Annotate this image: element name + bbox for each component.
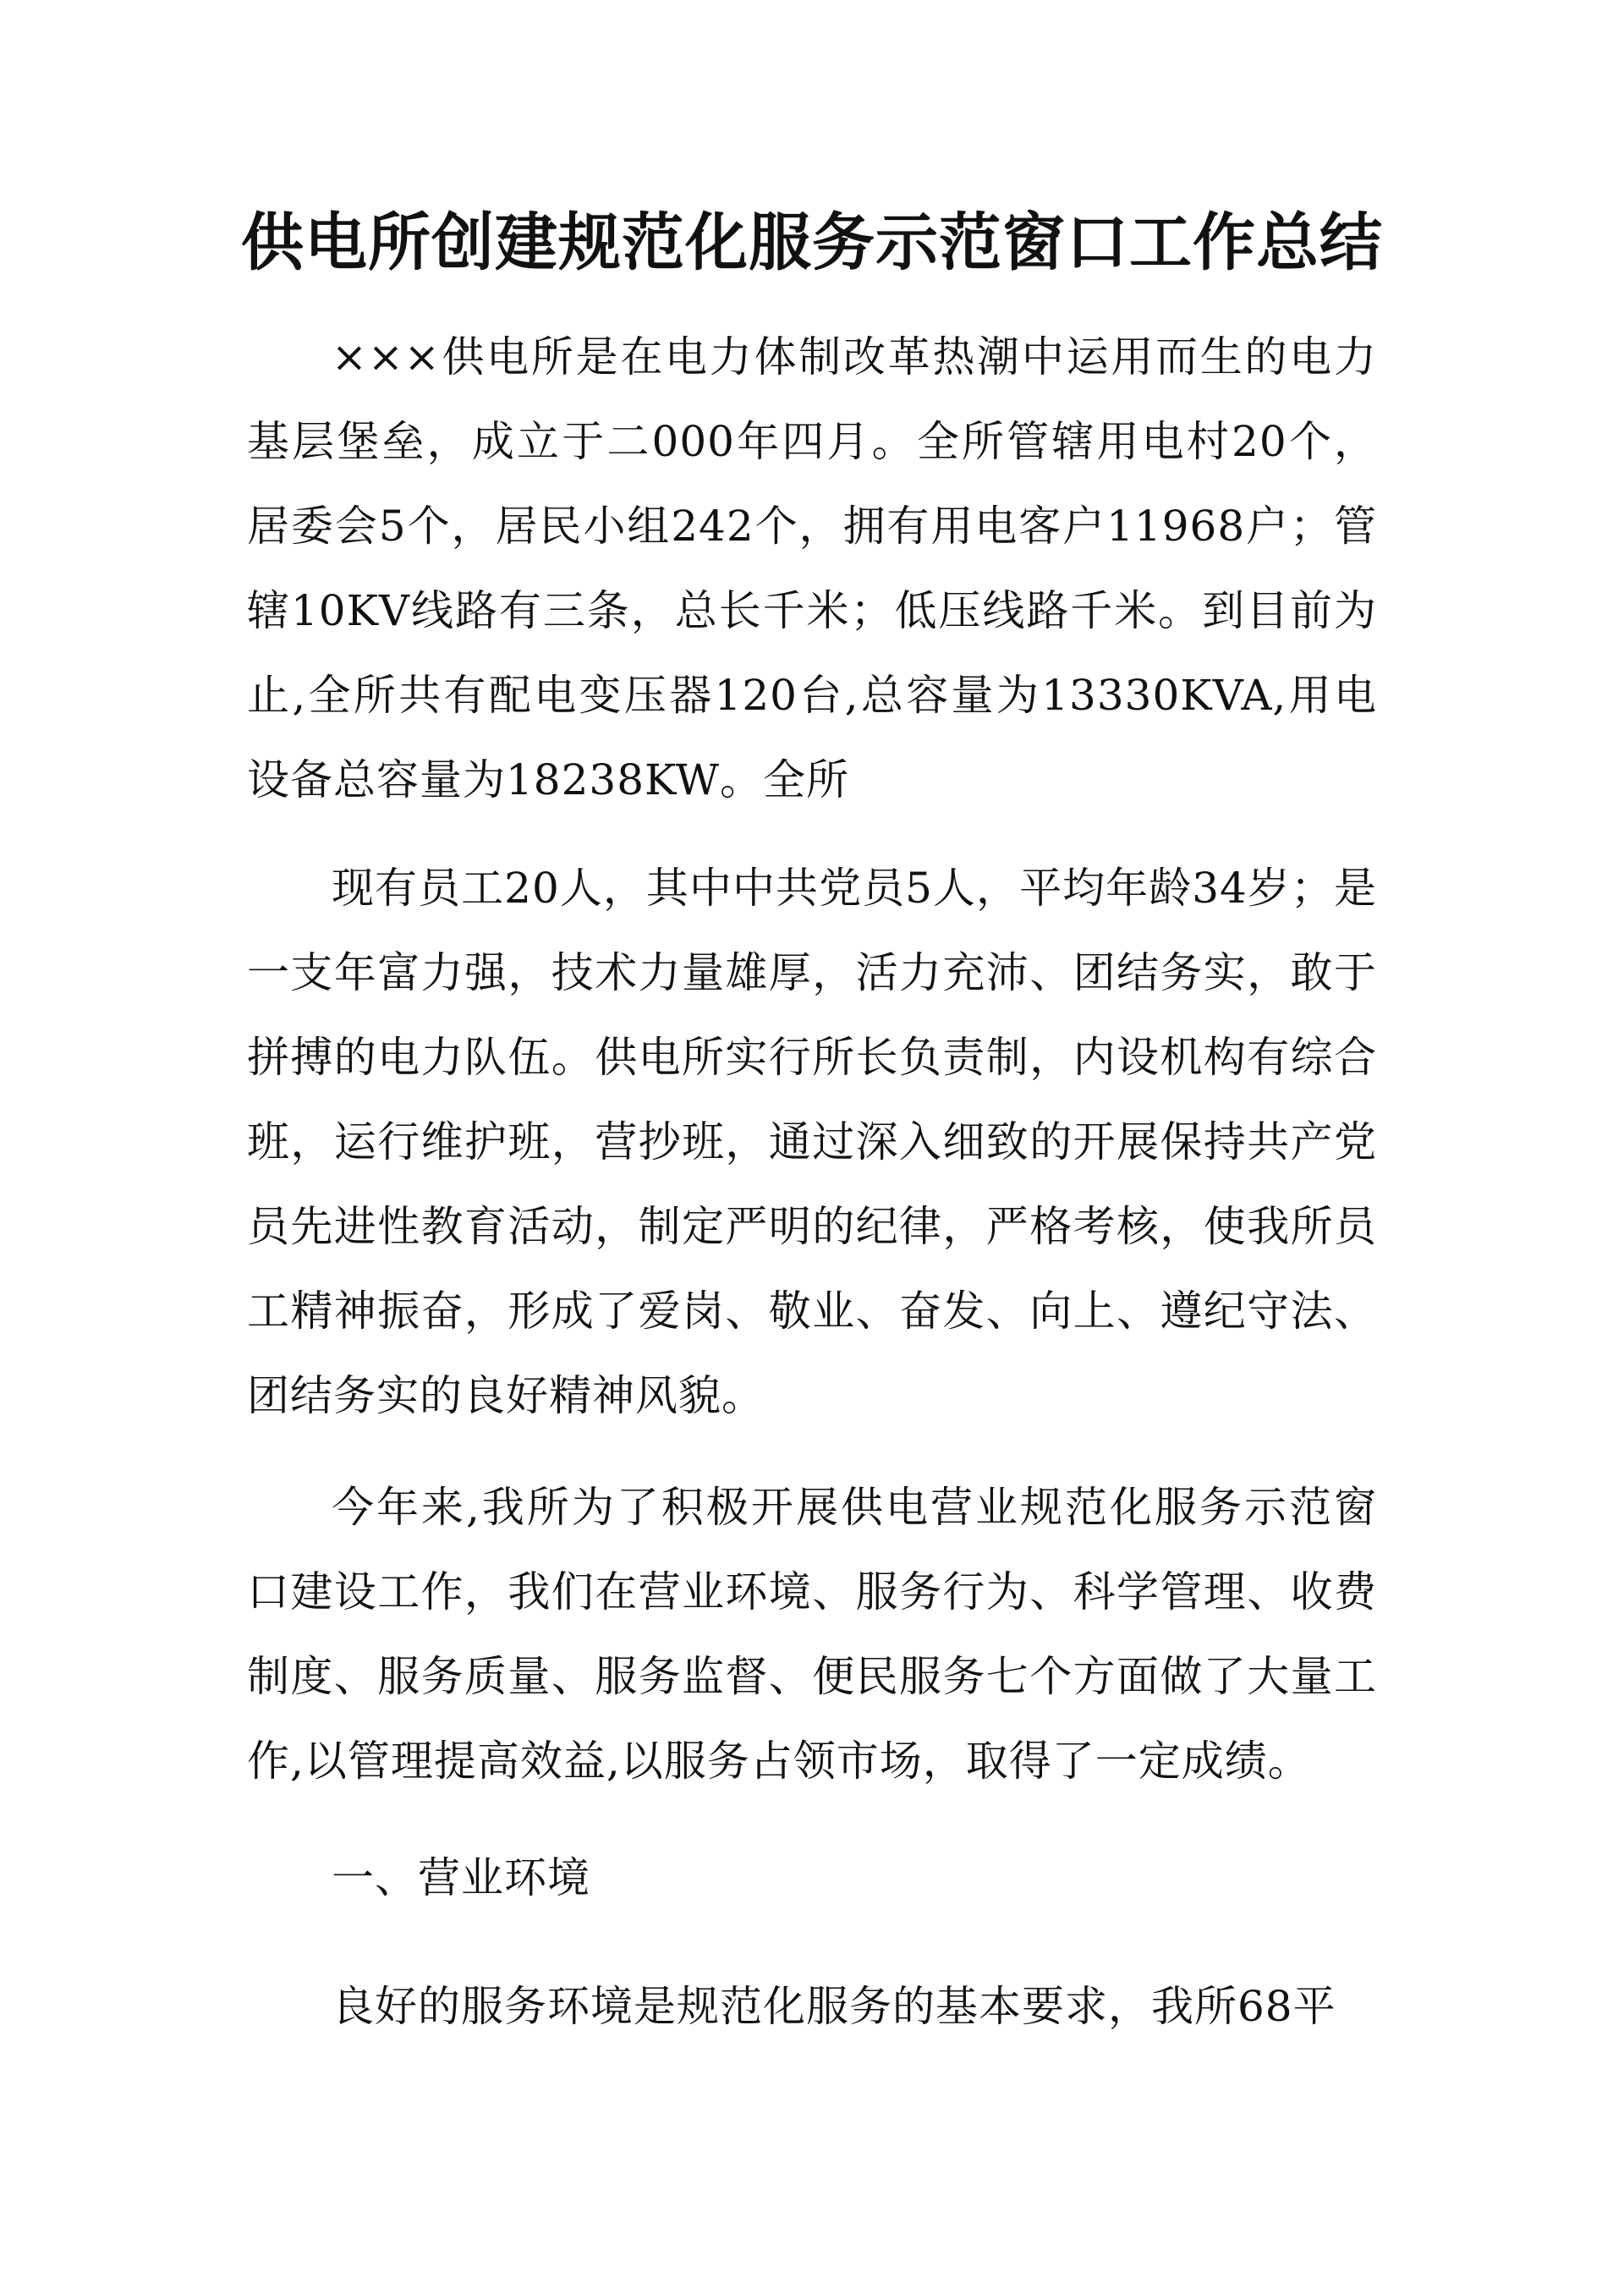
paragraph-work-summary: 今年来,我所为了积极开展供电营业规范化服务示范窗口建设工作，我们在营业环境、服务行为、科学管理、收费制度、服务质量、服务监督、便民服务七个方面做了大量工作,以管理提高效益,以服务占领市场，取得了一定成绩。 bbox=[247, 1483, 1377, 1786]
paragraph-environment: 良好的服务环境是规范化服务的基本要求，我所68平 bbox=[332, 1982, 1336, 2031]
paragraph-staff: 现有员工20人，其中中共党员5人，平均年龄34岁；是一支年富力强，技术力量雄厚，活力充沛、团结务实，敢于拼搏的电力队伍。供电所实行所长负责制，内设机构有综合班，运行维护班，营抄班，通过深入细致的开展保持共产党员先进性教育活动，制定严明的纪律，严格考核，使我所员工精神振奋，形成了爱岗、敬业、奋发、向上、遵纪守法、团结务实的良好精神风貌。 bbox=[247, 864, 1377, 1420]
document-title: 供电所创建规范化服务示范窗口工作总结 bbox=[241, 206, 1383, 279]
paragraph-intro: ×××供电所是在电力体制改革热潮中运用而生的电力基层堡垒，成立于二000年四月。全所管辖用电村20个，居委会5个，居民小组242个，拥有用电客户11968户；管辖10KV线路有三条，总长千米；低压线路千米。到目前为止,全所共有配电变压器120台,总容量为13330KVA,用电设备总容量为18238KW。全所 bbox=[247, 332, 1377, 804]
section-heading: 一、营业环境 bbox=[332, 1853, 590, 1902]
